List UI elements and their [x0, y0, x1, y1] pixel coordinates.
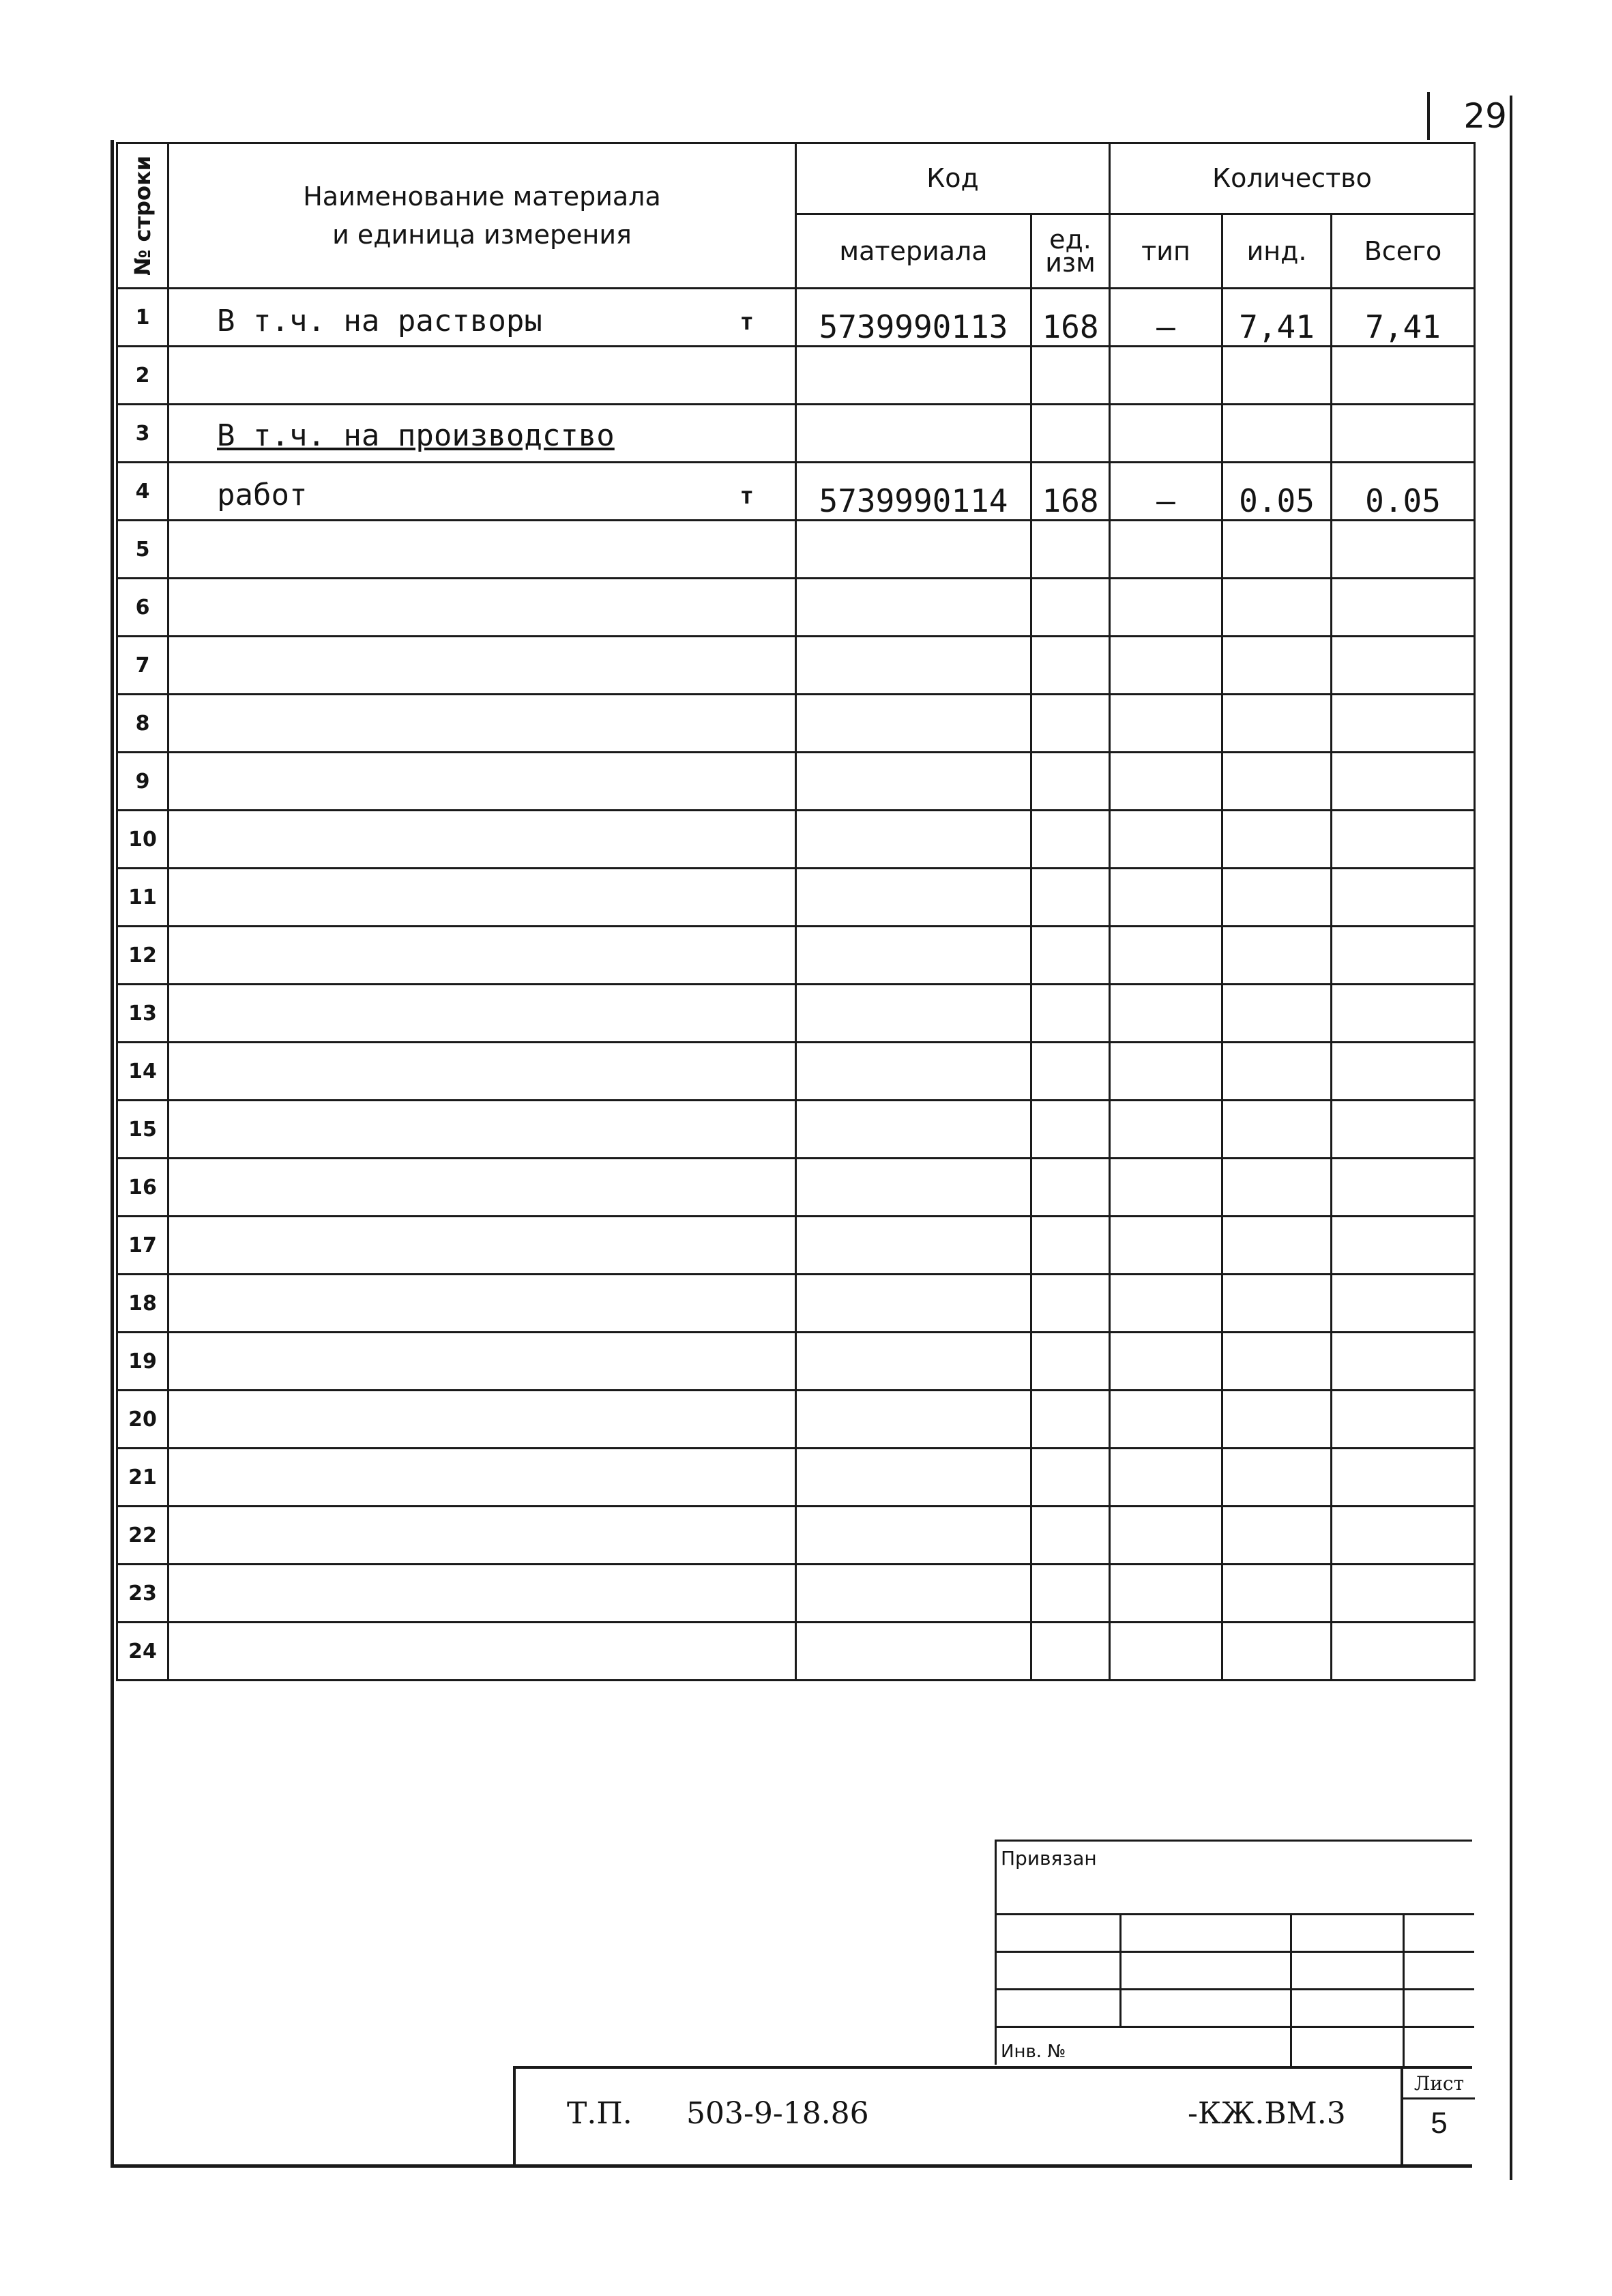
material-code — [796, 1101, 1031, 1159]
table-row — [117, 985, 1475, 1043]
material-code — [796, 637, 1031, 695]
table-row — [117, 1275, 1475, 1333]
row-number: 18 — [117, 1275, 168, 1333]
ind-value — [1222, 1217, 1332, 1275]
material-code — [796, 1159, 1031, 1217]
ind-value — [1222, 1101, 1332, 1159]
material-name — [168, 463, 796, 521]
total-value — [1332, 1101, 1475, 1159]
ind-value — [1222, 695, 1332, 753]
type-value — [1110, 811, 1222, 869]
ind-value — [1222, 985, 1332, 1043]
row-number: 7 — [117, 637, 168, 695]
row-number: 23 — [117, 1565, 168, 1623]
row-number: 5 — [117, 521, 168, 579]
ind-value — [1222, 1275, 1332, 1333]
unit-code: 168 — [1031, 463, 1110, 521]
unit-label: т — [739, 482, 754, 510]
material-code — [796, 521, 1031, 579]
row-number: 14 — [117, 1043, 168, 1101]
material-name — [168, 347, 796, 405]
type-value — [1110, 1565, 1222, 1623]
material-name — [168, 927, 796, 985]
material-name-text: работ — [217, 478, 308, 512]
ind-value — [1222, 1391, 1332, 1449]
unit-code — [1031, 695, 1110, 753]
row-number: 19 — [117, 1333, 168, 1391]
table-row — [117, 1043, 1475, 1101]
type-value — [1110, 1333, 1222, 1391]
table-row — [117, 1101, 1475, 1159]
row-number: 16 — [117, 1159, 168, 1217]
material-name — [168, 1507, 796, 1565]
unit-code — [1031, 521, 1110, 579]
material-code — [796, 579, 1031, 637]
material-name — [168, 985, 796, 1043]
table-row — [117, 695, 1475, 753]
material-name — [168, 1565, 796, 1623]
header-code: Код — [796, 143, 1110, 214]
unit-code — [1031, 927, 1110, 985]
unit-code — [1031, 1333, 1110, 1391]
material-code — [796, 1565, 1031, 1623]
header-ind: инд. — [1222, 214, 1332, 288]
unit-code — [1031, 753, 1110, 811]
ind-value — [1222, 1043, 1332, 1101]
type-value: – — [1110, 289, 1222, 347]
row-number: 10 — [117, 811, 168, 869]
total-value — [1332, 1159, 1475, 1217]
row-number: 3 — [117, 405, 168, 463]
material-code — [796, 927, 1031, 985]
total-value — [1332, 695, 1475, 753]
table-row — [117, 927, 1475, 985]
material-code — [796, 811, 1031, 869]
right-border-line — [1510, 96, 1512, 2180]
material-name — [168, 753, 796, 811]
header-total: Всего — [1332, 214, 1475, 288]
ind-value: 0.05 — [1222, 463, 1332, 521]
unit-code: 168 — [1031, 289, 1110, 347]
material-name — [168, 1623, 796, 1681]
unit-code — [1031, 811, 1110, 869]
material-code — [796, 985, 1031, 1043]
material-code — [796, 1449, 1031, 1507]
type-value — [1110, 1507, 1222, 1565]
unit-code — [1031, 1391, 1110, 1449]
type-value — [1110, 985, 1222, 1043]
row-number: 4 — [117, 463, 168, 521]
row-number: 13 — [117, 985, 168, 1043]
unit-code — [1031, 1101, 1110, 1159]
type-value — [1110, 347, 1222, 405]
table-row — [117, 753, 1475, 811]
ind-value — [1222, 1159, 1332, 1217]
total-value — [1332, 1043, 1475, 1101]
header-type: тип — [1110, 214, 1222, 288]
type-value — [1110, 753, 1222, 811]
total-value — [1332, 927, 1475, 985]
unit-code — [1031, 1623, 1110, 1681]
bound-label: Привязан — [1001, 1847, 1097, 1870]
header-row-number: № строки — [117, 143, 168, 289]
material-code: 5739990114 — [796, 463, 1031, 521]
total-value — [1332, 1391, 1475, 1449]
table-row — [117, 811, 1475, 869]
total-value — [1332, 347, 1475, 405]
type-value — [1110, 1101, 1222, 1159]
unit-label: т — [739, 308, 754, 336]
type-value — [1110, 1043, 1222, 1101]
type-value — [1110, 927, 1222, 985]
page-number: 29 — [1427, 92, 1512, 140]
unit-code — [1031, 1217, 1110, 1275]
material-name — [168, 579, 796, 637]
table-row — [117, 1159, 1475, 1217]
total-value — [1332, 753, 1475, 811]
unit-code — [1031, 579, 1110, 637]
material-code — [796, 695, 1031, 753]
total-value — [1332, 1507, 1475, 1565]
type-value: – — [1110, 463, 1222, 521]
material-name-text: В т.ч. на производство — [217, 418, 615, 453]
type-value — [1110, 521, 1222, 579]
material-name — [168, 1449, 796, 1507]
total-value — [1332, 869, 1475, 927]
unit-code — [1031, 1449, 1110, 1507]
header-unit: ед. изм — [1031, 214, 1110, 288]
ind-value — [1222, 927, 1332, 985]
header-material-name: Наименование материала и единица измерения — [168, 143, 796, 289]
material-code — [796, 1623, 1031, 1681]
row-number: 20 — [117, 1391, 168, 1449]
material-name — [168, 1217, 796, 1275]
unit-code — [1031, 1507, 1110, 1565]
document-code: -КЖ.ВМ.3 — [1188, 2096, 1346, 2131]
material-code: 5739990113 — [796, 289, 1031, 347]
row-number: 21 — [117, 1449, 168, 1507]
table-row — [117, 521, 1475, 579]
ind-value: 7,41 — [1222, 289, 1332, 347]
total-value — [1332, 1449, 1475, 1507]
material-name — [168, 695, 796, 753]
material-name — [168, 1391, 796, 1449]
unit-code — [1031, 1275, 1110, 1333]
header-quantity: Количество — [1110, 143, 1475, 214]
table-row — [117, 405, 1475, 463]
ind-value — [1222, 869, 1332, 927]
row-number: 22 — [117, 1507, 168, 1565]
total-value — [1332, 405, 1475, 463]
material-name — [168, 289, 796, 347]
unit-code — [1031, 637, 1110, 695]
material-name — [168, 637, 796, 695]
type-value — [1110, 579, 1222, 637]
material-name — [168, 811, 796, 869]
unit-code — [1031, 869, 1110, 927]
ind-value — [1222, 637, 1332, 695]
table-row — [117, 637, 1475, 695]
type-value — [1110, 1275, 1222, 1333]
table-row — [117, 1217, 1475, 1275]
material-code — [796, 1333, 1031, 1391]
table-row — [117, 1507, 1475, 1565]
ind-value — [1222, 1507, 1332, 1565]
table-row — [117, 463, 1475, 521]
sheet-label: Лист — [1403, 2070, 1475, 2099]
unit-code — [1031, 1159, 1110, 1217]
total-value — [1332, 1275, 1475, 1333]
ind-value — [1222, 1565, 1332, 1623]
type-value — [1110, 1391, 1222, 1449]
total-value — [1332, 637, 1475, 695]
material-code — [796, 1217, 1031, 1275]
table-row — [117, 347, 1475, 405]
total-value — [1332, 579, 1475, 637]
material-code — [796, 869, 1031, 927]
ind-value — [1222, 1623, 1332, 1681]
row-number: 2 — [117, 347, 168, 405]
binding-stamp — [995, 1840, 1472, 2065]
table-row — [117, 579, 1475, 637]
type-value — [1110, 405, 1222, 463]
material-name — [168, 1159, 796, 1217]
table-row — [117, 1565, 1475, 1623]
unit-code — [1031, 347, 1110, 405]
table-row — [117, 1623, 1475, 1681]
table-row — [117, 289, 1475, 347]
material-code — [796, 1043, 1031, 1101]
material-name — [168, 1333, 796, 1391]
row-number: 12 — [117, 927, 168, 985]
ind-value — [1222, 811, 1332, 869]
title-block — [513, 2066, 1472, 2168]
project-code: 503-9-18.86 — [686, 2096, 869, 2131]
material-name — [168, 1101, 796, 1159]
ind-value — [1222, 1449, 1332, 1507]
unit-code — [1031, 1565, 1110, 1623]
unit-code — [1031, 1043, 1110, 1101]
sheet-box — [1401, 2069, 1475, 2168]
table-row — [117, 1333, 1475, 1391]
row-number: 9 — [117, 753, 168, 811]
total-value: 7,41 — [1332, 289, 1475, 347]
material-name — [168, 1275, 796, 1333]
row-number: 11 — [117, 869, 168, 927]
row-number: 17 — [117, 1217, 168, 1275]
ind-value — [1222, 521, 1332, 579]
total-value: 0.05 — [1332, 463, 1475, 521]
ind-value — [1222, 405, 1332, 463]
total-value — [1332, 1333, 1475, 1391]
material-name — [168, 521, 796, 579]
type-value — [1110, 1217, 1222, 1275]
table-row — [117, 1391, 1475, 1449]
material-code — [796, 753, 1031, 811]
materials-table — [116, 142, 1476, 1681]
ind-value — [1222, 579, 1332, 637]
row-number: 6 — [117, 579, 168, 637]
sheet-number: 5 — [1431, 2106, 1448, 2140]
material-code — [796, 347, 1031, 405]
type-value — [1110, 869, 1222, 927]
material-name-text: В т.ч. на растворы — [217, 304, 542, 338]
material-code — [796, 405, 1031, 463]
type-value — [1110, 1449, 1222, 1507]
type-value — [1110, 1159, 1222, 1217]
material-code — [796, 1391, 1031, 1449]
material-code — [796, 1275, 1031, 1333]
total-value — [1332, 1623, 1475, 1681]
header-material-code: материала — [796, 214, 1031, 288]
row-number: 24 — [117, 1623, 168, 1681]
total-value — [1332, 811, 1475, 869]
table-row — [117, 869, 1475, 927]
ind-value — [1222, 347, 1332, 405]
material-code — [796, 1507, 1031, 1565]
material-name — [168, 869, 796, 927]
row-number: 8 — [117, 695, 168, 753]
unit-code — [1031, 985, 1110, 1043]
row-number: 1 — [117, 289, 168, 347]
total-value — [1332, 1565, 1475, 1623]
material-name — [168, 405, 796, 463]
type-value — [1110, 637, 1222, 695]
ind-value — [1222, 753, 1332, 811]
table-row — [117, 1449, 1475, 1507]
type-value — [1110, 1623, 1222, 1681]
tp-label: Т.П. — [567, 2096, 632, 2131]
inventory-label: Инв. № — [1001, 2041, 1066, 2062]
total-value — [1332, 521, 1475, 579]
row-number: 15 — [117, 1101, 168, 1159]
type-value — [1110, 695, 1222, 753]
total-value — [1332, 1217, 1475, 1275]
total-value — [1332, 985, 1475, 1043]
unit-code — [1031, 405, 1110, 463]
ind-value — [1222, 1333, 1332, 1391]
material-name — [168, 1043, 796, 1101]
